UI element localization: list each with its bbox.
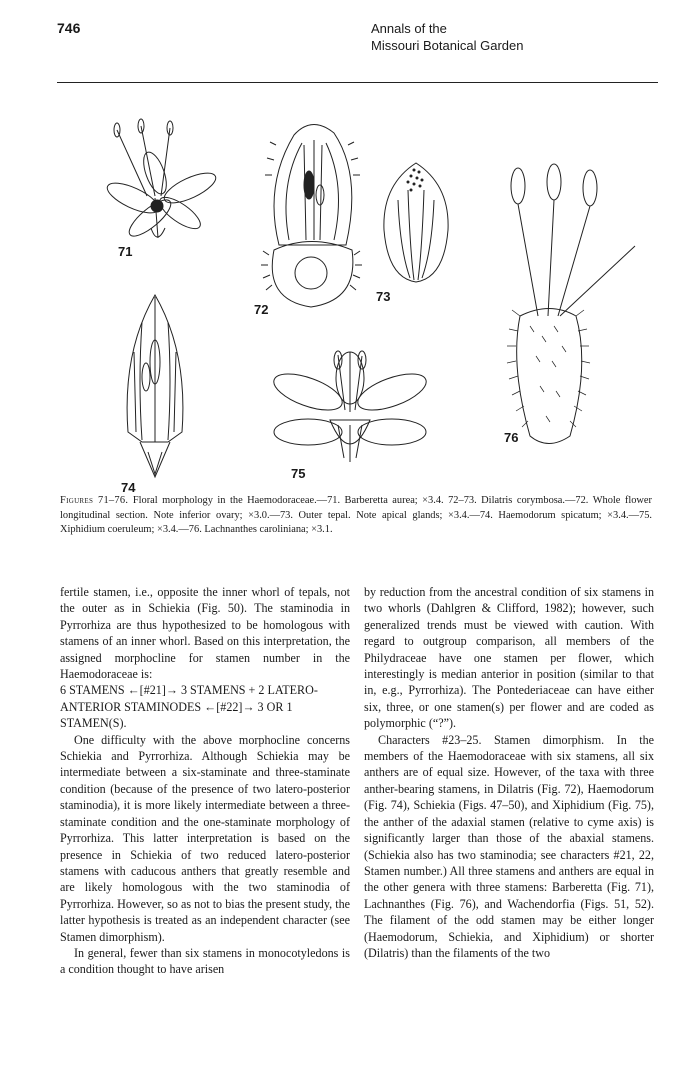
running-header — [371, 20, 523, 54]
journal-title-line2: Missouri Botanical Garden — [371, 38, 524, 53]
left-paragraph-1: fertile stamen, i.e., opposite the inner whorl of tepals, not the outer as in Schiekia (Fig. 50). The staminodia in Pyrrorhiza are thus hypothesized to be homologous with stamens of an inner whorl. Based on this interpretation, the assigned morphocline for stamen number in the Haemodoraceae is: — [60, 585, 350, 682]
header-rule — [57, 82, 658, 83]
figure-75-label: 75 — [291, 466, 306, 481]
stamen-morphocline: 6 STAMENS ←[#21]→ 3 STAMENS + 2 LATERO-ANTERIOR STAMINODES ←[#22]→ 3 OR 1 STAMEN(S). — [60, 683, 318, 731]
figure-75-drawing — [270, 350, 430, 470]
figure-72-label: 72 — [254, 302, 269, 317]
figure-73-label: 73 — [376, 289, 391, 304]
left-paragraph-3: In general, fewer than six stamens in monocotyledons is a condition thought to have arisen — [60, 945, 350, 977]
figure-73-drawing — [378, 160, 454, 285]
right-column — [364, 584, 654, 961]
left-column — [60, 584, 350, 978]
right-paragraph-1: by reduction from the ancestral condition of six stamens in two whorls (Dahlgren & Clifford, 1982); however, such generalized trends must be viewed with caution. With regard to outgroup comparison, all members of the Philydraceae have one stamen per flower, which interestingly is median anterior in position (similar to that in, e.g., Pyrrorhiza). The Pontederiaceae can have either six, three, or one stamen(s) per flower and are coded as polymorphic (“?”). — [364, 585, 654, 731]
figure-76-label: 76 — [504, 430, 519, 445]
caption-lead: Figures 71–76. — [60, 495, 129, 506]
caption-text: Floral morphology in the Haemodoraceae.—71. Barberetta aurea; ×3.4. 72–73. Dilatris corymbosa.—72. Whole flower longitudinal section. Note inferior ovary; ×3.0.—73. Outer tepal. Note apical glands; ×3.4.—74. Haemodorum spicatum; ×3.4.—75. Xiphidium coeruleum; ×3.4.—76. Lachnanthes caroliniana; ×3.1. — [60, 495, 652, 535]
figure-74-drawing — [110, 292, 200, 482]
figure-72-drawing — [254, 115, 369, 315]
figure-caption — [60, 494, 652, 538]
figure-71-drawing — [95, 118, 225, 248]
page-number: 746 — [57, 20, 81, 36]
journal-title-line1: Annals of the — [371, 21, 447, 36]
right-paragraph-2: Characters #23–25. Stamen dimorphism. In the members of the Haemodoraceae with six stamens, all six anthers are of equal size. However, of the taxa with three anther-bearing stamens, in Dilatris (Fig. 72), Haemodorum (Fig. 74), Schiekia (Figs. 47–50), and Xiphidium (Fig. 75), the anther of the adaxial stamen (relative to cyme axis) is significantly larger than those of the abaxial stamens. (Schiekia also has two staminodia; see characters #21, 22, Stamen number.) All three stamens and anthers are equal in the other genera with three stamens: Barberetta (Fig. 71), Lachnanthes (Fig. 76), and Wachendorfia (Figs. 51, 52). The filament of the odd stamen may be either longer (Haemodorum, Schiekia, and Xiphidium) or shorter (Dilatris) than the filaments of the two — [364, 732, 654, 960]
figure-74-label: 74 — [121, 480, 136, 495]
left-paragraph-2: One difficulty with the above morphocline concerns Schiekia and Pyrrorhiza. Although Schiekia may be intermediate between a six-staminate and three-staminate condition (because of the presence of two latero-posterior staminodia), it is more likely intermediate between a three-staminate condition and the one-staminate morphology of Pyrrorhiza. This latter interpretation is based on the presence in Schiekia of two reduced latero-posterior stamens with caducous anthers that greatly resemble and are likely homologous with the two staminodia of Pyrrorhiza. However, so as not to bias the present study, the latter hypothesis is treated as an independent character (see Stamen dimorphism). — [60, 732, 350, 944]
figure-71-label: 71 — [118, 244, 133, 259]
figure-76-drawing — [490, 166, 640, 456]
